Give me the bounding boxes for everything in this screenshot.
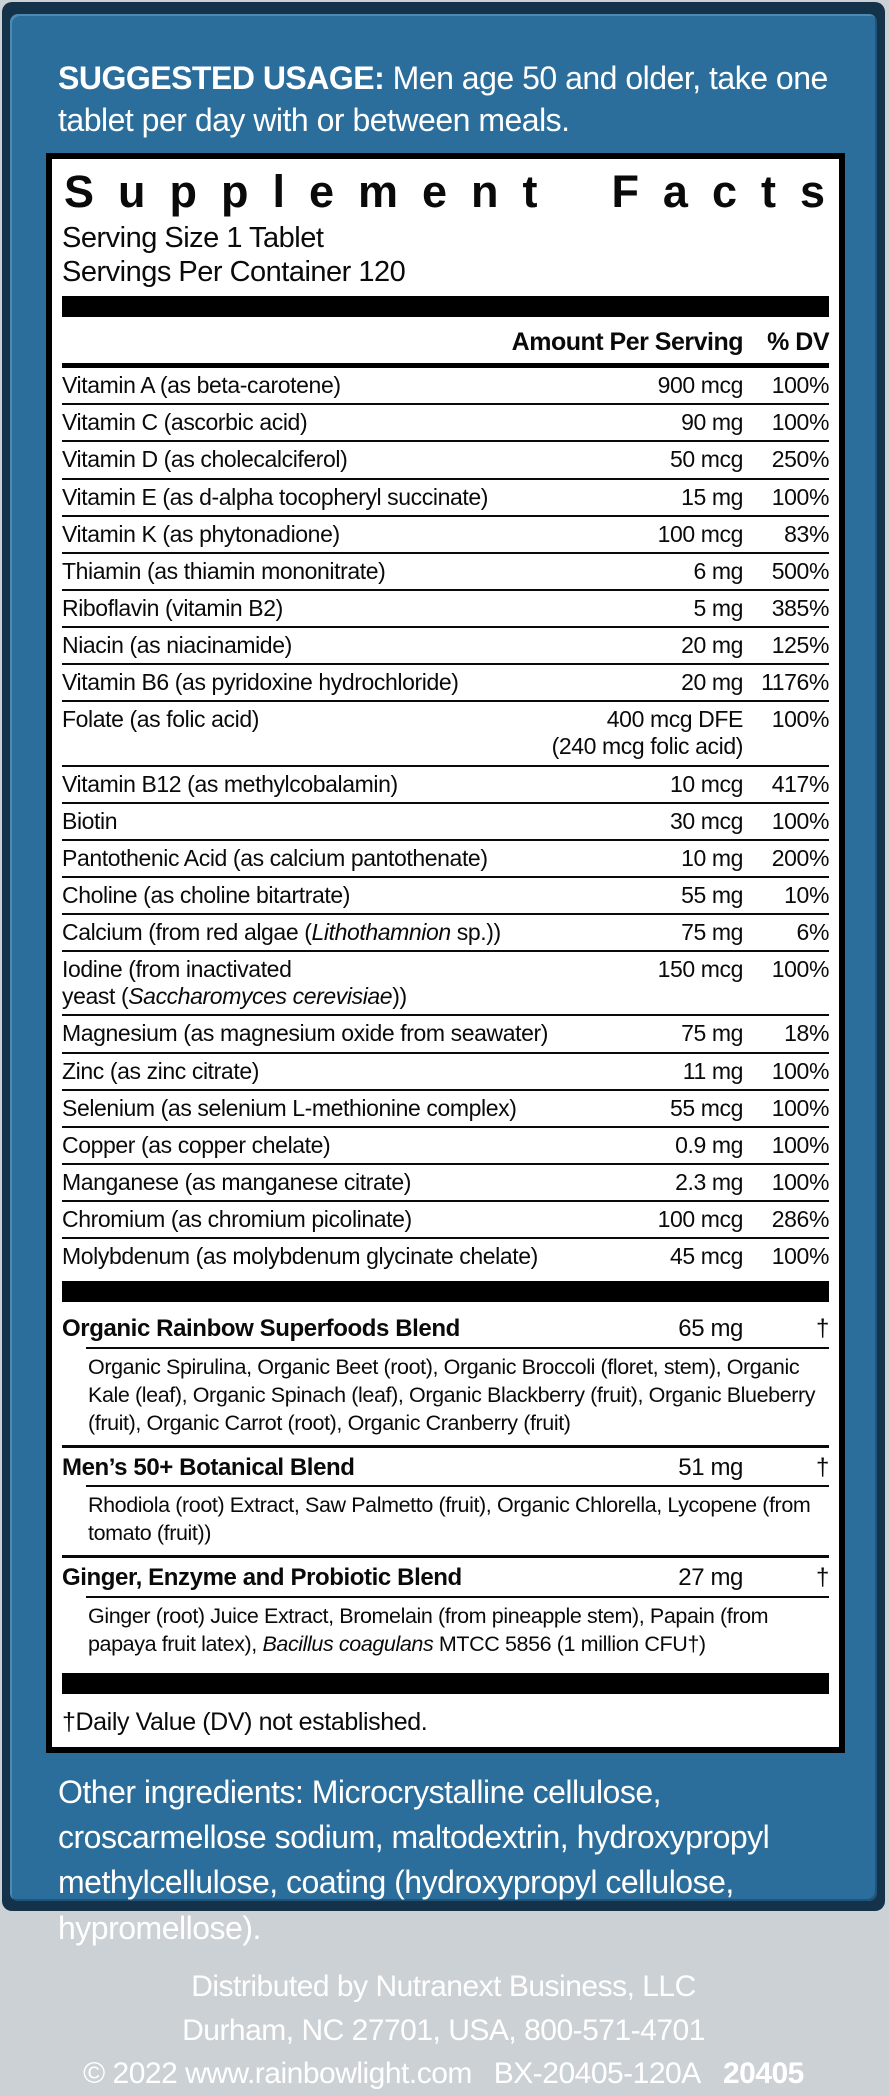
nutrient-row [62,915,829,952]
distributor-line2: Durham, NC 27701, USA, 800-571-4701 [182,2013,705,2047]
nutrient-dv: 100% [771,1168,829,1195]
nutrient-row [62,804,829,841]
nutrient-name: Vitamin K (as phytonadione) [62,520,340,547]
nutrient-row [62,405,829,442]
nutrient-amount: 400 mcg DFE (240 mcg folic acid) [551,706,743,760]
blend-dv: † [816,1315,829,1343]
distributor-block [10,1965,877,2096]
divider-bar-bottom [62,1673,829,1694]
nutrient-amount: 15 mg [681,483,743,510]
nutrient-amount: 0.9 mg [675,1131,743,1158]
nutrient-amount: 20 mg [681,669,743,696]
nutrient-name: Iodine (from inactivated yeast (Saccharomyces cerevisiae)) [62,956,407,1010]
nutrient-row [62,1128,829,1165]
column-header-amount: Amount Per Serving [511,328,743,357]
blend-amount: 51 mg [678,1453,743,1481]
nutrient-dv: 200% [771,844,829,871]
blend-amount: 65 mg [678,1315,743,1343]
nutrient-amount: 100 mcg [657,1206,743,1232]
nutrient-amount: 55 mcg [669,1094,743,1121]
daily-value-footnote: †Daily Value (DV) not established. [62,1707,428,1736]
nutrient-amount: 30 mcg [669,807,743,834]
nutrient-row [62,767,829,804]
nutrient-row [62,1202,829,1239]
nutrient-row [62,665,829,702]
supplement-facts-title: S u p p l e m e n t F a c t s [64,166,825,218]
nutrient-amount: 50 mcg [669,446,743,473]
nutrient-row [62,841,829,878]
nutrient-amount: 75 mg [681,1020,743,1047]
nutrient-name: Folate (as folic acid) [62,706,259,733]
nutrient-row [62,517,829,554]
nutrient-name: Vitamin E (as d-alpha tocopheryl succinate) [62,483,488,510]
nutrient-name: Biotin [62,807,118,834]
blend-name: Men’s 50+ Botanical Blend [62,1453,355,1481]
nutrient-dv: 100% [771,372,829,399]
nutrient-name: Zinc (as zinc citrate) [62,1057,259,1084]
nutrient-name: Pantothenic Acid (as calcium pantothenate) [62,844,488,871]
supplement-facts-panel [46,153,845,1752]
nutrient-dv: 10% [784,881,829,908]
nutrient-name: Vitamin A (as beta-carotene) [62,372,341,399]
nutrient-name: Vitamin B6 (as pyridoxine hydrochloride) [62,669,459,696]
label-outer-frame [2,2,885,2091]
nutrient-amount: 11 mg [682,1057,743,1084]
nutrient-row [62,554,829,591]
copyright-text: © 2022 www.rainbowlight.com [83,2057,472,2091]
nutrient-name: Riboflavin (vitamin B2) [62,594,283,621]
blend-dv: † [816,1564,829,1592]
nutrient-dv: 1176% [761,669,829,696]
blend-section [62,1555,829,1665]
nutrient-amount: 55 mg [681,881,743,908]
nutrient-row [62,702,829,766]
nutrient-name: Niacin (as niacinamide) [62,632,292,658]
nutrient-name: Vitamin D (as cholecalciferol) [62,446,348,473]
nutrient-dv: 100% [771,409,829,436]
nutrient-row [62,591,829,628]
column-header-dv: % DV [767,328,829,357]
item-code: 20405 [722,2057,804,2091]
nutrient-amount: 900 mcg [657,372,743,399]
nutrient-dv: 18% [784,1020,829,1047]
blend-dv: † [816,1453,829,1481]
copyright-line [10,2052,877,2096]
divider-bar-blends [62,1281,829,1302]
nutrient-dv: 417% [771,770,829,797]
nutrient-name: Choline (as choline bitartrate) [62,881,351,908]
nutrient-dv: 100% [771,483,829,510]
nutrient-amount: 90 mg [681,409,743,436]
nutrient-name: Vitamin B12 (as methylcobalamin) [62,770,398,797]
nutrient-name: Manganese (as manganese citrate) [62,1168,412,1195]
nutrient-dv: 100% [771,956,829,983]
nutrient-row [62,1054,829,1091]
divider-bar-top [62,296,829,317]
nutrient-name: Chromium (as chromium picolinate) [62,1206,412,1232]
nutrient-name: Calcium (from red algae (Lithothamnion sp.)) [62,919,501,945]
blend-section [62,1445,829,1555]
blend-name: Ginger, Enzyme and Probiotic Blend [62,1564,462,1592]
suggested-usage-label: SUGGESTED USAGE: [58,60,385,96]
nutrient-dv: 250% [771,446,829,473]
nutrient-dv: 385% [771,594,829,621]
blend-header-row [62,1309,829,1347]
suggested-usage-body: Men age 50 and older, take one tablet per day with or between meals. [58,60,828,138]
nutrient-amount: 20 mg [681,632,743,658]
nutrient-dv: 100% [771,1243,829,1270]
nutrient-dv: 6% [796,919,829,945]
nutrient-dv: 100% [771,1094,829,1121]
nutrient-row [62,1016,829,1053]
nutrient-row [62,878,829,915]
nutrient-row [62,1239,829,1274]
nutrient-dv: 125% [771,632,829,658]
nutrient-dv: 83% [784,520,829,547]
batch-code: BX-20405-120A [493,2057,700,2091]
label-blue-panel [10,14,877,2091]
nutrient-row [62,442,829,479]
nutrient-row [62,1165,829,1202]
nutrient-amount: 150 mcg [657,956,743,983]
other-ingredients-text: Other ingredients: Microcrystalline cellulose, croscarmellose sodium, maltodextrin, hydroxypropyl methylcellulose, coating (hydroxypropyl cellulose, hypromellose). [58,1773,770,1946]
blend-ingredients: Rhodiola (root) Extract, Saw Palmetto (fruit), Organic Chlorella, Lycopene (from tomato (fruit)) [88,1493,811,1546]
blend-section [62,1309,829,1444]
nutrient-amount: 75 mg [681,919,743,945]
blend-sections [62,1309,829,1665]
blend-header-row [62,1558,829,1596]
distributor-line1: Distributed by Nutranext Business, LLC [191,1970,696,2004]
column-header-row [62,324,829,368]
nutrient-dv: 286% [771,1206,829,1232]
nutrient-amount: 100 mcg [657,520,743,547]
nutrient-amount: 5 mg [693,594,743,621]
nutrient-name: Selenium (as selenium L-methionine complex) [62,1094,517,1121]
nutrient-name: Thiamin (as thiamin mononitrate) [62,557,386,584]
servings-per-container: Servings Per Container 120 [62,255,406,288]
blend-amount: 27 mg [678,1564,743,1592]
serving-size: Serving Size 1 Tablet [62,221,324,254]
blend-ingredients: Organic Spirulina, Organic Beet (root), Organic Broccoli (floret, stem), Organic Kale (leaf), Organic Spinach (leaf), Organic Blackberry (fruit), Organic Blueberry (fruit), Organic Carrot (root), Organic Cranberry (fruit) [88,1354,816,1435]
nutrient-row [62,480,829,517]
nutrient-name: Magnesium (as magnesium oxide from seawater) [62,1020,549,1047]
blend-name: Organic Rainbow Superfoods Blend [62,1315,460,1343]
nutrient-amount: 10 mcg [669,770,743,797]
blend-header-row [62,1448,829,1486]
nutrient-row [62,368,829,405]
blend-ingredients: Ginger (root) Juice Extract, Bromelain (from pineapple stem), Papain (from papaya fruit latex), Bacillus coagulans MTCC 5856 (1 million CFU†) [88,1603,769,1656]
nutrient-name: Molybdenum (as molybdenum glycinate chelate) [62,1243,538,1270]
nutrient-amount: 6 mg [693,557,743,584]
suggested-usage-text [58,58,843,141]
nutrient-dv: 100% [771,1057,829,1084]
nutrient-dv: 100% [771,1131,829,1158]
nutrient-amount: 10 mg [681,844,743,871]
nutrient-dv: 100% [771,706,829,733]
nutrient-name: Copper (as copper chelate) [62,1131,331,1158]
nutrient-amount: 2.3 mg [675,1168,743,1195]
nutrient-row [62,1091,829,1128]
nutrient-dv: 500% [771,557,829,584]
nutrient-amount: 45 mcg [669,1243,743,1270]
nutrient-row [62,952,829,1016]
nutrient-rows [62,368,829,1274]
nutrient-dv: 100% [771,807,829,834]
nutrient-row [62,628,829,665]
nutrient-name: Vitamin C (ascorbic acid) [62,409,308,436]
